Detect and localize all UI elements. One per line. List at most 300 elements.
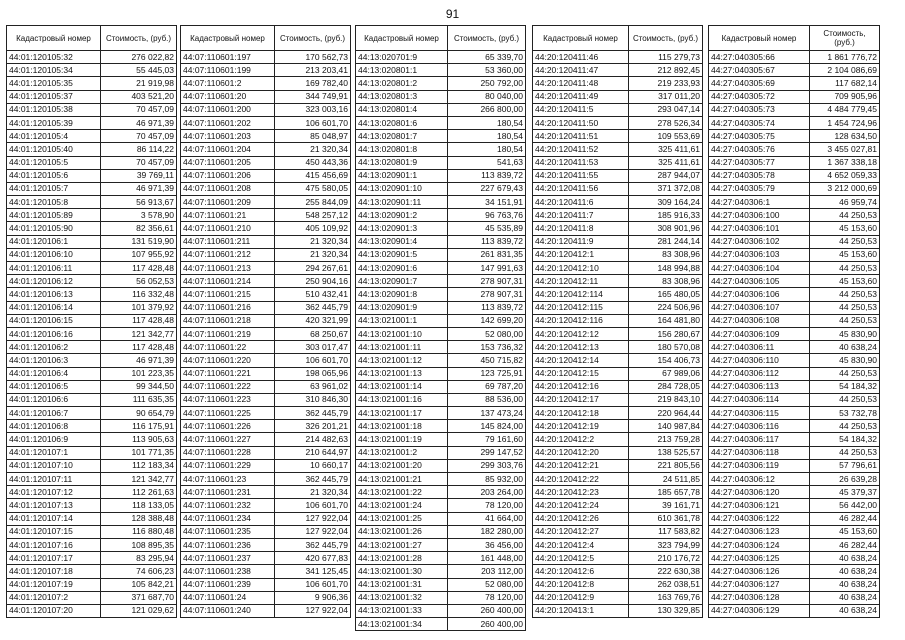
cadastral-number-cell: 44:20:120412:20 — [533, 446, 629, 459]
table-row — [181, 196, 351, 209]
cadastral-number-cell: 44:13:020801:2 — [356, 77, 448, 90]
table-row — [356, 380, 526, 393]
table-row — [7, 77, 177, 90]
cost-cell: 131 519,90 — [101, 235, 177, 248]
table-row — [709, 314, 880, 327]
table-row — [181, 393, 351, 406]
cadastral-number-cell: 44:13:021001:19 — [356, 433, 448, 446]
cost-cell: 1 861 776,72 — [810, 51, 880, 64]
cost-cell: 420 677,83 — [275, 552, 351, 565]
cadastral-number-cell: 44:20:120411:6 — [533, 196, 629, 209]
table-row — [181, 51, 351, 64]
table-row — [181, 591, 351, 604]
cadastral-number-cell: 44:07:110601:222 — [181, 380, 275, 393]
cost-cell: 46 959,74 — [810, 196, 880, 209]
cadastral-table-3 — [355, 25, 526, 631]
table-row — [533, 222, 703, 235]
table-row — [181, 604, 351, 617]
table-row — [533, 393, 703, 406]
cadastral-number-cell: 44:01:120106:16 — [7, 327, 101, 340]
cadastral-number-cell: 44:07:110601:210 — [181, 222, 275, 235]
table-row — [7, 341, 177, 354]
cadastral-number-cell: 44:27:040305:69 — [709, 77, 810, 90]
cost-cell: 227 679,43 — [448, 182, 526, 195]
cadastral-number-cell: 44:20:120411:48 — [533, 77, 629, 90]
cadastral-number-cell: 44:13:021001:17 — [356, 407, 448, 420]
table-row — [356, 552, 526, 565]
cadastral-number-cell: 44:07:110601:229 — [181, 459, 275, 472]
cadastral-number-cell: 44:27:040306:110 — [709, 354, 810, 367]
table-row — [181, 275, 351, 288]
cadastral-number-cell: 44:01:120105:7 — [7, 182, 101, 195]
table-row — [533, 196, 703, 209]
cadastral-number-cell: 44:13:020801:7 — [356, 130, 448, 143]
table-row — [356, 182, 526, 195]
cadastral-number-cell: 44:27:040306:114 — [709, 393, 810, 406]
cadastral-number-cell: 44:07:110601:21 — [181, 209, 275, 222]
cost-cell: 69 787,20 — [448, 380, 526, 393]
table-row — [709, 156, 880, 169]
cost-cell: 10 660,17 — [275, 459, 351, 472]
cost-cell: 112 261,63 — [101, 486, 177, 499]
cost-cell: 123 725,91 — [448, 367, 526, 380]
cost-cell: 325 411,61 — [629, 156, 703, 169]
cost-cell: 210 176,72 — [629, 552, 703, 565]
cost-cell: 44 250,53 — [810, 235, 880, 248]
cost-cell: 45 535,89 — [448, 222, 526, 235]
cost-cell: 153 736,32 — [448, 341, 526, 354]
cost-cell: 180,54 — [448, 130, 526, 143]
table-row — [533, 327, 703, 340]
header-cost: Стоимость, (руб.) — [101, 26, 177, 51]
cost-cell: 70 457,09 — [101, 156, 177, 169]
table-row — [181, 578, 351, 591]
table-row — [181, 327, 351, 340]
table-row — [356, 314, 526, 327]
cadastral-number-cell: 44:07:110601:219 — [181, 327, 275, 340]
cost-cell: 53 732,78 — [810, 407, 880, 420]
cost-cell: 610 361,78 — [629, 512, 703, 525]
cost-cell: 198 065,96 — [275, 367, 351, 380]
cost-cell: 106 601,70 — [275, 116, 351, 129]
cost-cell: 40 638,24 — [810, 591, 880, 604]
table-row — [533, 64, 703, 77]
table-row — [709, 393, 880, 406]
cost-cell: 56 913,67 — [101, 196, 177, 209]
cadastral-number-cell: 44:13:021001:13 — [356, 367, 448, 380]
cost-cell: 308 901,96 — [629, 222, 703, 235]
cadastral-number-cell: 44:20:120412:116 — [533, 314, 629, 327]
cadastral-number-cell: 44:13:021001:10 — [356, 327, 448, 340]
table-row — [533, 314, 703, 327]
cost-cell: 9 906,36 — [275, 591, 351, 604]
table-row — [181, 552, 351, 565]
cadastral-number-cell: 44:20:120411:56 — [533, 182, 629, 195]
cadastral-number-cell: 44:07:110601:24 — [181, 591, 275, 604]
cost-cell: 117 428,48 — [101, 262, 177, 275]
cadastral-number-cell: 44:27:040306:101 — [709, 222, 810, 235]
cadastral-number-cell: 44:07:110601:216 — [181, 301, 275, 314]
table-row — [7, 169, 177, 182]
cadastral-number-cell: 44:20:120411:52 — [533, 143, 629, 156]
cost-cell: 117 428,48 — [101, 341, 177, 354]
cadastral-number-cell: 44:13:020801:8 — [356, 143, 448, 156]
table-row — [181, 459, 351, 472]
cost-cell: 148 994,88 — [629, 262, 703, 275]
cadastral-number-cell: 44:01:120106:5 — [7, 380, 101, 393]
cadastral-number-cell: 44:07:110601:199 — [181, 64, 275, 77]
cost-cell: 255 844,09 — [275, 196, 351, 209]
cost-cell: 106 601,70 — [275, 354, 351, 367]
table-row — [533, 525, 703, 538]
table-row — [7, 64, 177, 77]
table-row — [709, 512, 880, 525]
cadastral-number-cell: 44:20:120412:8 — [533, 578, 629, 591]
header-cost: Стоимость, (руб.) — [810, 26, 880, 51]
table-row — [709, 288, 880, 301]
cadastral-number-cell: 44:01:120107:10 — [7, 459, 101, 472]
cadastral-number-cell: 44:01:120106:14 — [7, 301, 101, 314]
cadastral-number-cell: 44:13:020901:8 — [356, 288, 448, 301]
cadastral-number-cell: 44:01:120105:32 — [7, 51, 101, 64]
table-row — [533, 459, 703, 472]
cadastral-number-cell: 44:20:120413:1 — [533, 604, 629, 617]
cost-cell: 303 017,47 — [275, 341, 351, 354]
cost-cell: 78 120,00 — [448, 591, 526, 604]
table-row — [356, 473, 526, 486]
cadastral-table-1 — [6, 25, 177, 618]
cost-cell: 212 892,45 — [629, 64, 703, 77]
cadastral-number-cell: 44:20:120412:23 — [533, 486, 629, 499]
table-row — [533, 604, 703, 617]
cost-cell: 250 792,00 — [448, 77, 526, 90]
header-cadastral-number: Кадастровый номер — [7, 26, 101, 51]
cadastral-number-cell: 44:01:120106:10 — [7, 248, 101, 261]
cadastral-number-cell: 44:27:040306:105 — [709, 275, 810, 288]
table-row — [356, 446, 526, 459]
cost-cell: 128 634,50 — [810, 130, 880, 143]
table-row — [533, 538, 703, 551]
cadastral-number-cell: 44:07:110601:205 — [181, 156, 275, 169]
cadastral-number-cell: 44:07:110601:213 — [181, 262, 275, 275]
table-row — [7, 473, 177, 486]
cadastral-number-cell: 44:20:120412:15 — [533, 367, 629, 380]
table-row — [356, 275, 526, 288]
cadastral-number-cell: 44:07:110601:232 — [181, 499, 275, 512]
cost-cell: 40 638,24 — [810, 604, 880, 617]
table-row — [709, 552, 880, 565]
cost-cell: 44 250,53 — [810, 393, 880, 406]
table-row — [7, 499, 177, 512]
cost-cell: 137 473,24 — [448, 407, 526, 420]
table-row — [356, 209, 526, 222]
cost-cell: 142 699,20 — [448, 314, 526, 327]
cost-cell: 109 553,69 — [629, 130, 703, 143]
cadastral-number-cell: 44:07:110601:220 — [181, 354, 275, 367]
table-row — [7, 604, 177, 617]
cadastral-number-cell: 44:20:120412:22 — [533, 473, 629, 486]
cadastral-number-cell: 44:27:040306:102 — [709, 235, 810, 248]
cost-cell: 140 987,84 — [629, 420, 703, 433]
table-row — [356, 196, 526, 209]
cost-cell: 266 800,00 — [448, 103, 526, 116]
cadastral-number-cell: 44:27:040305:66 — [709, 51, 810, 64]
cadastral-number-cell: 44:13:020901:9 — [356, 301, 448, 314]
cadastral-number-cell: 44:07:110601:228 — [181, 446, 275, 459]
table-row — [709, 301, 880, 314]
cadastral-number-cell: 44:27:040306:116 — [709, 420, 810, 433]
table-row — [7, 314, 177, 327]
cadastral-number-cell: 44:01:120107:20 — [7, 604, 101, 617]
cadastral-number-cell: 44:13:021001:16 — [356, 393, 448, 406]
table-row — [709, 327, 880, 340]
cadastral-number-cell: 44:13:020901:5 — [356, 248, 448, 261]
table-row — [7, 538, 177, 551]
cost-cell: 21 320,34 — [275, 486, 351, 499]
table-row — [181, 288, 351, 301]
cadastral-number-cell: 44:27:040306:122 — [709, 512, 810, 525]
table-row — [533, 182, 703, 195]
cadastral-number-cell: 44:13:020801:1 — [356, 64, 448, 77]
cadastral-number-cell: 44:01:120107:11 — [7, 473, 101, 486]
table-row — [709, 604, 880, 617]
cadastral-number-cell: 44:07:110601:237 — [181, 552, 275, 565]
cadastral-number-cell: 44:01:120105:89 — [7, 209, 101, 222]
cost-cell: 83 295,94 — [101, 552, 177, 565]
cost-cell: 40 638,24 — [810, 341, 880, 354]
cost-cell: 54 184,32 — [810, 433, 880, 446]
cadastral-number-cell: 44:13:021001:22 — [356, 486, 448, 499]
table-row — [181, 156, 351, 169]
cadastral-number-cell: 44:07:110601:218 — [181, 314, 275, 327]
cost-cell: 117 583,82 — [629, 525, 703, 538]
table-row — [709, 116, 880, 129]
cost-cell: 293 047,14 — [629, 103, 703, 116]
cost-cell: 44 250,53 — [810, 420, 880, 433]
cost-cell: 45 153,60 — [810, 222, 880, 235]
table-row — [356, 367, 526, 380]
table-row — [709, 51, 880, 64]
cost-cell: 46 971,39 — [101, 116, 177, 129]
cost-cell: 106 601,70 — [275, 578, 351, 591]
cost-cell: 24 511,85 — [629, 473, 703, 486]
cadastral-number-cell: 44:27:040305:76 — [709, 143, 810, 156]
cost-cell: 3 455 027,81 — [810, 143, 880, 156]
cadastral-number-cell: 44:07:110601:208 — [181, 182, 275, 195]
cost-cell: 113 839,72 — [448, 169, 526, 182]
table-row — [7, 275, 177, 288]
cadastral-number-cell: 44:01:120107:1 — [7, 446, 101, 459]
cadastral-number-cell: 44:01:120106:3 — [7, 354, 101, 367]
table-row — [533, 209, 703, 222]
cadastral-number-cell: 44:01:120107:17 — [7, 552, 101, 565]
cadastral-number-cell: 44:07:110601:226 — [181, 420, 275, 433]
cost-cell: 284 728,05 — [629, 380, 703, 393]
table-row — [7, 525, 177, 538]
cost-cell: 309 164,24 — [629, 196, 703, 209]
cadastral-number-cell: 44:13:021001:14 — [356, 380, 448, 393]
cost-cell: 210 644,97 — [275, 446, 351, 459]
table-row — [7, 156, 177, 169]
table-row — [709, 209, 880, 222]
table-row — [533, 578, 703, 591]
cadastral-number-cell: 44:27:040306:126 — [709, 565, 810, 578]
cadastral-number-cell: 44:27:040306:123 — [709, 525, 810, 538]
table-row — [181, 420, 351, 433]
cadastral-number-cell: 44:07:110601:209 — [181, 196, 275, 209]
cadastral-number-cell: 44:20:120411:50 — [533, 116, 629, 129]
cadastral-number-cell: 44:20:120412:18 — [533, 407, 629, 420]
cost-cell: 310 846,30 — [275, 393, 351, 406]
cost-cell: 185 657,78 — [629, 486, 703, 499]
table-row — [356, 103, 526, 116]
cost-cell: 224 506,96 — [629, 301, 703, 314]
cost-cell: 112 183,34 — [101, 459, 177, 472]
table-row — [356, 420, 526, 433]
table-row — [356, 248, 526, 261]
cadastral-number-cell: 44:07:110601:225 — [181, 407, 275, 420]
table-row — [181, 499, 351, 512]
cost-cell: 34 151,91 — [448, 196, 526, 209]
cadastral-number-cell: 44:07:110601:197 — [181, 51, 275, 64]
table-row — [181, 103, 351, 116]
cost-cell: 56 052,53 — [101, 275, 177, 288]
cost-cell: 510 432,41 — [275, 288, 351, 301]
cadastral-number-cell: 44:27:040306:127 — [709, 578, 810, 591]
cadastral-number-cell: 44:13:021001:25 — [356, 512, 448, 525]
cost-cell: 362 445,79 — [275, 301, 351, 314]
table-row — [533, 420, 703, 433]
table-row — [7, 446, 177, 459]
cadastral-number-cell: 44:20:120411:47 — [533, 64, 629, 77]
table-row — [533, 407, 703, 420]
cadastral-number-cell: 44:20:120412:9 — [533, 591, 629, 604]
table-row — [356, 565, 526, 578]
cost-cell: 325 411,61 — [629, 143, 703, 156]
cadastral-number-cell: 44:07:110601:204 — [181, 143, 275, 156]
cadastral-number-cell: 44:07:110601:20 — [181, 90, 275, 103]
cost-cell: 90 654,79 — [101, 407, 177, 420]
cadastral-number-cell: 44:01:120105:5 — [7, 156, 101, 169]
cadastral-number-cell: 44:20:120412:114 — [533, 288, 629, 301]
cost-cell: 85 048,97 — [275, 130, 351, 143]
cadastral-number-cell: 44:27:040306:113 — [709, 380, 810, 393]
cost-cell: 80 040,00 — [448, 90, 526, 103]
table-row — [7, 196, 177, 209]
table-row — [181, 143, 351, 156]
cadastral-number-cell: 44:01:120106:1 — [7, 235, 101, 248]
cost-cell: 475 580,05 — [275, 182, 351, 195]
cadastral-number-cell: 44:13:021001:20 — [356, 459, 448, 472]
cost-cell: 294 267,61 — [275, 262, 351, 275]
cost-cell: 116 175,91 — [101, 420, 177, 433]
table-row — [533, 248, 703, 261]
cadastral-number-cell: 44:20:120412:5 — [533, 552, 629, 565]
cadastral-number-cell: 44:27:040306:107 — [709, 301, 810, 314]
table-row — [533, 380, 703, 393]
cost-cell: 46 282,44 — [810, 538, 880, 551]
cost-cell: 221 805,56 — [629, 459, 703, 472]
cadastral-number-cell: 44:13:020801:9 — [356, 156, 448, 169]
table-row — [181, 301, 351, 314]
table-row — [709, 248, 880, 261]
cost-cell: 70 457,09 — [101, 130, 177, 143]
cost-cell: 113 839,72 — [448, 235, 526, 248]
table-row — [709, 196, 880, 209]
table-row — [356, 604, 526, 617]
cadastral-number-cell: 44:20:120412:13 — [533, 341, 629, 354]
cost-cell: 130 329,85 — [629, 604, 703, 617]
cost-cell: 45 153,60 — [810, 525, 880, 538]
cadastral-number-cell: 44:27:040306:103 — [709, 248, 810, 261]
table-row — [356, 618, 526, 631]
table-row — [533, 341, 703, 354]
table-row — [356, 433, 526, 446]
cost-cell: 52 080,00 — [448, 578, 526, 591]
table-row — [709, 380, 880, 393]
table-row — [356, 407, 526, 420]
table-row — [709, 275, 880, 288]
cadastral-number-cell: 44:01:120106:12 — [7, 275, 101, 288]
cadastral-number-cell: 44:20:120412:16 — [533, 380, 629, 393]
cost-cell: 46 971,39 — [101, 354, 177, 367]
header-cadastral-number: Кадастровый номер — [533, 26, 629, 51]
table-row — [533, 301, 703, 314]
table-row — [7, 578, 177, 591]
cost-cell: 83 308,96 — [629, 248, 703, 261]
cost-cell: 214 482,63 — [275, 433, 351, 446]
cadastral-number-cell: 44:27:040306:121 — [709, 499, 810, 512]
cadastral-number-cell: 44:20:120412:21 — [533, 459, 629, 472]
cost-cell: 403 521,20 — [101, 90, 177, 103]
table-row — [7, 486, 177, 499]
cost-cell: 548 257,12 — [275, 209, 351, 222]
cadastral-number-cell: 44:13:021001:18 — [356, 420, 448, 433]
table-row — [7, 459, 177, 472]
cost-cell: 276 022,82 — [101, 51, 177, 64]
cost-cell: 45 153,60 — [810, 275, 880, 288]
cost-cell: 450 443,36 — [275, 156, 351, 169]
cost-cell: 21 919,98 — [101, 77, 177, 90]
cadastral-number-cell: 44:20:120412:115 — [533, 301, 629, 314]
cost-cell: 46 971,39 — [101, 182, 177, 195]
cost-cell: 45 830,90 — [810, 354, 880, 367]
cost-cell: 46 282,44 — [810, 512, 880, 525]
table-row — [709, 459, 880, 472]
cadastral-number-cell: 44:27:040306:120 — [709, 486, 810, 499]
cost-cell: 116 332,48 — [101, 288, 177, 301]
cadastral-number-cell: 44:20:120412:2 — [533, 433, 629, 446]
table-row — [181, 341, 351, 354]
cadastral-number-cell: 44:07:110601:236 — [181, 538, 275, 551]
cost-cell: 99 344,50 — [101, 380, 177, 393]
cadastral-number-cell: 44:20:120412:6 — [533, 565, 629, 578]
cost-cell: 67 989,06 — [629, 367, 703, 380]
cost-cell: 154 406,73 — [629, 354, 703, 367]
cost-cell: 164 481,80 — [629, 314, 703, 327]
cadastral-number-cell: 44:01:120107:13 — [7, 499, 101, 512]
cost-cell: 115 279,73 — [629, 51, 703, 64]
table-row — [356, 591, 526, 604]
cost-cell: 40 638,24 — [810, 552, 880, 565]
cadastral-number-cell: 44:13:021001:33 — [356, 604, 448, 617]
table-row — [181, 354, 351, 367]
cost-cell: 86 114,22 — [101, 143, 177, 156]
cadastral-number-cell: 44:07:110601:235 — [181, 525, 275, 538]
cadastral-number-cell: 44:13:020901:10 — [356, 182, 448, 195]
header-cost: Стоимость, (руб.) — [275, 26, 351, 51]
cadastral-table-4 — [532, 25, 703, 618]
